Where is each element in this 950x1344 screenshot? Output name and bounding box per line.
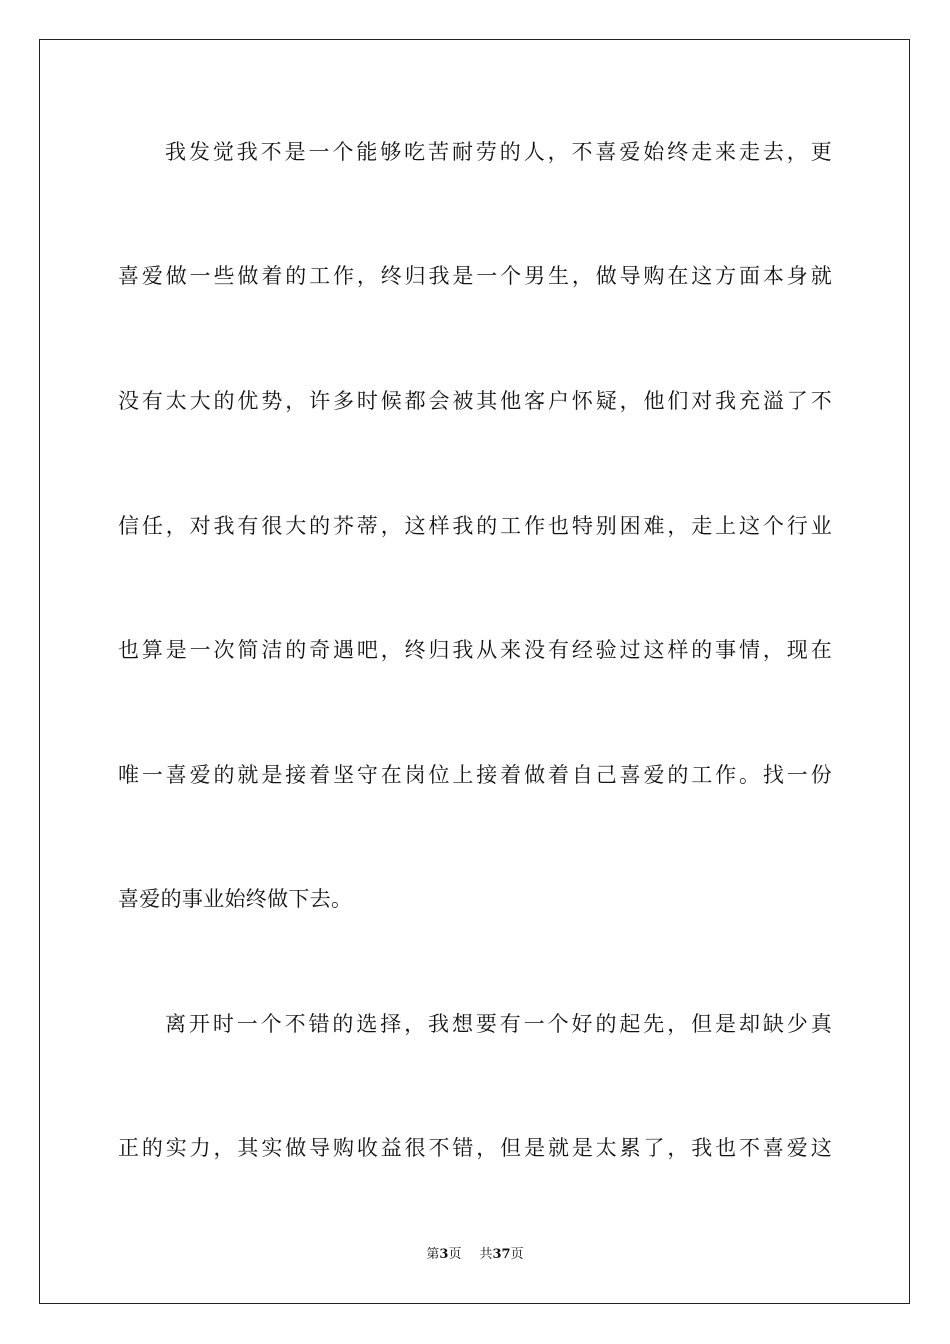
text-line: 正的实力，其实做导购收益很不错，但是就是太累了，我也不喜爱这 [118, 1136, 832, 1160]
footer-prefix: 第 [426, 1247, 440, 1262]
text-line: 喜爱做一些做着的工作，终归我是一个男生，做导购在这方面本身就 [118, 264, 832, 288]
text-line: 信任，对我有很大的芥蒂，这样我的工作也特别困难，走上这个行业 [118, 514, 832, 538]
footer-total-prefix: 共 [479, 1247, 493, 1262]
text-line: 没有太大的优势，许多时候都会被其他客户怀疑，他们对我充溢了不 [118, 389, 832, 413]
current-page-number: 3 [439, 1247, 449, 1262]
total-pages-number: 37 [492, 1247, 511, 1262]
text-line: 也算是一次简洁的奇遇吧，终归我从来没有经验过这样的事情，现在 [118, 638, 832, 662]
text-line: 唯一喜爱的就是接着坚守在岗位上接着做着自己喜爱的工作。找一份 [118, 763, 832, 787]
page-border [39, 39, 910, 1304]
page-footer [0, 1246, 950, 1264]
footer-total-suffix: 页 [510, 1247, 524, 1262]
text-line: 喜爱的事业始终做下去。 [118, 887, 353, 911]
footer-page-suffix: 页 [448, 1247, 462, 1262]
text-line: 离开时一个不错的选择，我想要有一个好的起先，但是却缺少真 [165, 1012, 832, 1036]
text-line: 我发觉我不是一个能够吃苦耐劳的人，不喜爱始终走来走去，更 [165, 140, 832, 164]
